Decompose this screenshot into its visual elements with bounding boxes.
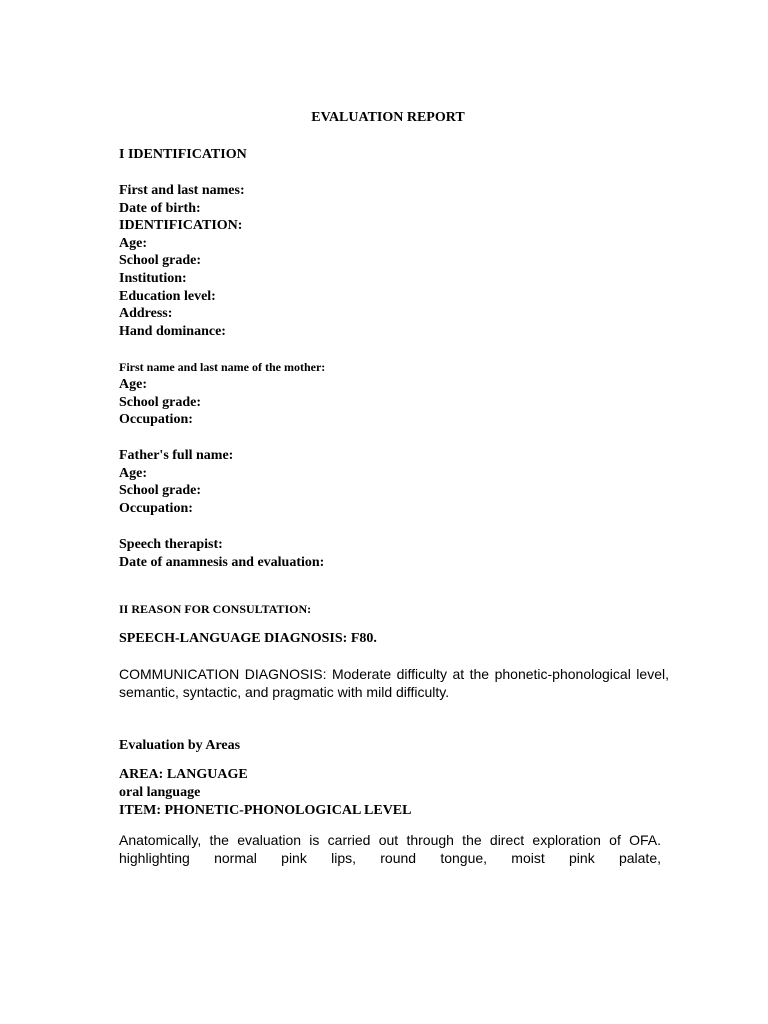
mother-occupation: Occupation: [119, 412, 193, 428]
speech-therapist-field: Speech therapist: [119, 537, 223, 552]
father-school-grade: School grade: [119, 483, 202, 499]
mother-school-grade: School grade: [119, 394, 202, 410]
field-school-grade: School grade: [119, 253, 202, 269]
communication-diagnosis-paragraph: COMMUNICATION DIAGNOSIS: Moderate difficulty at the phonetic-phonological level, semantic, syntactic, and pragmatic with mild difficulty. [119, 666, 669, 700]
date-anamnesis-field: Date of anamnesis and evaluation: [119, 554, 325, 570]
speech-language-diagnosis: SPEECH-LANGUAGE DIAGNOSIS: F80. [119, 631, 377, 646]
field-address: Address: [119, 306, 173, 322]
item-phonetic-heading: ITEM: PHONETIC-PHONOLOGICAL LEVEL [119, 803, 412, 818]
field-identification: IDENTIFICATION: [119, 218, 243, 234]
field-education-level: Education level: [119, 288, 216, 304]
father-occupation: Occupation: [119, 500, 193, 516]
area-language-heading: AREA: LANGUAGE [119, 767, 248, 782]
evaluation-areas-heading: Evaluation by Areas [119, 738, 241, 753]
oral-language-subheading: oral language [119, 785, 201, 800]
field-date-of-birth: Date of birth: [119, 200, 201, 216]
father-age: Age: [119, 465, 147, 481]
anatomical-evaluation-paragraph: Anatomically, the evaluation is carried out through the direct exploration of OFA. highlighting normal pink lips, round tongue, moist pink palate, [119, 832, 661, 866]
mother-heading: First name and last name of the mother: [119, 360, 326, 374]
report-title: EVALUATION REPORT [311, 110, 465, 125]
mother-age: Age: [119, 377, 147, 392]
field-first-last-names: First and last names: [119, 183, 245, 198]
field-institution: Institution: [119, 271, 187, 286]
field-hand-dominance: Hand dominance: [119, 323, 226, 339]
field-age: Age: [119, 235, 147, 251]
section-reason-heading: II REASON FOR CONSULTATION: [119, 602, 312, 616]
section-identification-heading: I IDENTIFICATION [119, 147, 247, 162]
father-heading: Father's full name: [119, 448, 234, 463]
